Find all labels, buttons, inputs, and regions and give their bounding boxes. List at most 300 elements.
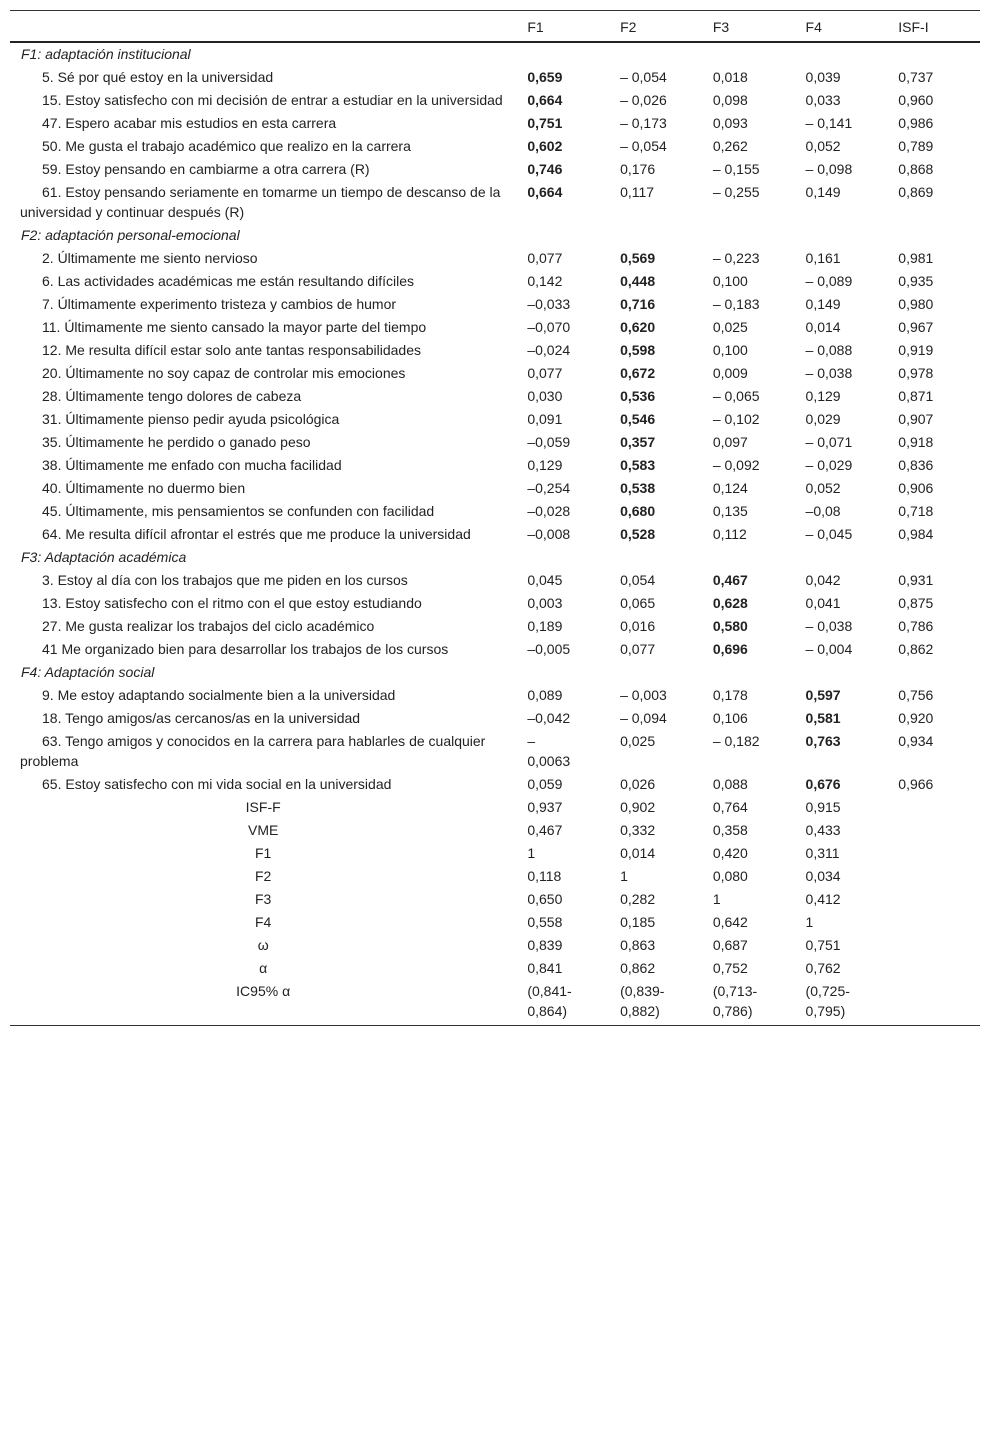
value-cell-isf-i xyxy=(887,592,980,615)
value-f4: 0,039 xyxy=(805,69,841,85)
item-row xyxy=(10,431,980,454)
value-f4: 0,041 xyxy=(805,595,841,611)
value-f3: 0,009 xyxy=(712,365,748,381)
item-label: 50. Me gusta el trabajo académico que realizo en la carrera xyxy=(42,138,411,154)
value-f1: 0,129 xyxy=(527,457,563,473)
value-cell-f1 xyxy=(516,316,609,339)
value-cell-f4 xyxy=(795,385,888,408)
value-f2: 0,185 xyxy=(620,914,656,930)
value-f3: – 0,155 xyxy=(712,161,760,177)
item-row xyxy=(10,615,980,638)
value-cell-f4 xyxy=(795,615,888,638)
row-label-cell xyxy=(10,362,516,385)
value-f2: 0,902 xyxy=(620,799,656,815)
value-cell-f1 xyxy=(516,592,609,615)
item-row xyxy=(10,181,980,224)
value-f1: 0,003 xyxy=(527,595,563,611)
value-f4: 0,412 xyxy=(805,891,841,907)
value-f2: 0,672 xyxy=(620,365,656,381)
value-f4: 0,676 xyxy=(805,776,841,792)
value-cell-isf-i xyxy=(887,316,980,339)
item-label: 13. Estoy satisfecho con el ritmo con el que estoy estudiando xyxy=(42,595,422,611)
row-label-cell xyxy=(10,796,516,819)
value-cell-f2 xyxy=(609,957,702,980)
value-f4: 0,161 xyxy=(805,250,841,266)
value-f2: 0,598 xyxy=(620,342,656,358)
value-cell-f2 xyxy=(609,362,702,385)
value-cell-f2 xyxy=(609,247,702,270)
value-f1: 0,142 xyxy=(527,273,563,289)
value-cell-f3 xyxy=(702,911,795,934)
statistic-row xyxy=(10,865,980,888)
value-cell-f3 xyxy=(702,89,795,112)
value-f1: 0,841 xyxy=(527,960,563,976)
value-cell-isf-i xyxy=(887,293,980,316)
row-label-cell xyxy=(10,638,516,661)
value-cell-f1 xyxy=(516,431,609,454)
value-cell-isf-i xyxy=(887,89,980,112)
value-cell-f3 xyxy=(702,842,795,865)
value-f1: 0,650 xyxy=(527,891,563,907)
row-label-cell xyxy=(10,66,516,89)
value-cell-f1 xyxy=(516,819,609,842)
value-f4: – 0,045 xyxy=(805,526,853,542)
value-f4: – 0,098 xyxy=(805,161,853,177)
value-cell-f4 xyxy=(795,135,888,158)
value-cell-f2 xyxy=(609,638,702,661)
value-cell-f4 xyxy=(795,339,888,362)
row-label-cell xyxy=(10,339,516,362)
value-f4: 0,033 xyxy=(805,92,841,108)
value-f1: 0,030 xyxy=(527,388,563,404)
value-cell-f2 xyxy=(609,888,702,911)
item-row xyxy=(10,773,980,796)
value-cell-f1 xyxy=(516,865,609,888)
row-label-cell xyxy=(10,316,516,339)
value-cell-f2 xyxy=(609,523,702,546)
value-cell-isf-i xyxy=(887,477,980,500)
value-isf-i: 0,718 xyxy=(898,503,934,519)
value-cell-f4 xyxy=(795,523,888,546)
value-cell-f3 xyxy=(702,980,795,1026)
value-cell-f2 xyxy=(609,135,702,158)
value-cell-isf-i xyxy=(887,454,980,477)
value-f2: 0,863 xyxy=(620,937,656,953)
value-cell-f2 xyxy=(609,408,702,431)
item-label: 5. Sé por qué estoy en la universidad xyxy=(42,69,274,85)
row-label-cell xyxy=(10,431,516,454)
item-row xyxy=(10,638,980,661)
statistic-row xyxy=(10,980,980,1026)
row-label-cell xyxy=(10,293,516,316)
item-label: 47. Espero acabar mis estudios en esta carrera xyxy=(42,115,337,131)
value-cell-f2 xyxy=(609,385,702,408)
value-f4: –0,08 xyxy=(805,503,841,519)
item-label: 27. Me gusta realizar los trabajos del ciclo académico xyxy=(42,618,375,634)
value-cell-f1 xyxy=(516,615,609,638)
row-label-cell xyxy=(10,957,516,980)
value-cell-f3 xyxy=(702,592,795,615)
statistic-label: α xyxy=(259,960,268,976)
value-f1: 0,077 xyxy=(527,250,563,266)
value-cell-f4 xyxy=(795,911,888,934)
value-cell-isf-i xyxy=(887,408,980,431)
value-cell-f2 xyxy=(609,773,702,796)
value-cell-f1 xyxy=(516,181,609,224)
statistic-row xyxy=(10,888,980,911)
value-cell-f1 xyxy=(516,730,609,773)
value-f1: –0,033 xyxy=(527,296,571,312)
value-cell-f3 xyxy=(702,408,795,431)
value-f1: – 0,0063 xyxy=(527,733,571,769)
value-cell-isf-i xyxy=(887,181,980,224)
row-label-cell xyxy=(10,247,516,270)
value-f3: 0,467 xyxy=(712,572,748,588)
value-isf-i: 0,966 xyxy=(898,776,934,792)
value-cell-f4 xyxy=(795,865,888,888)
row-label-cell xyxy=(10,385,516,408)
item-label: 41 Me organizado bien para desarrollar los trabajos de los cursos xyxy=(42,641,449,657)
value-cell-f4 xyxy=(795,181,888,224)
row-label-cell xyxy=(10,773,516,796)
section-row xyxy=(10,661,980,684)
item-label: 59. Estoy pensando en cambiarme a otra carrera (R) xyxy=(42,161,370,177)
value-f2: 1 xyxy=(620,868,628,884)
value-f3: 0,696 xyxy=(712,641,748,657)
value-cell-f2 xyxy=(609,477,702,500)
value-cell-f3 xyxy=(702,339,795,362)
value-cell-f2 xyxy=(609,339,702,362)
value-cell-f2 xyxy=(609,707,702,730)
table-body xyxy=(10,42,980,1026)
value-cell-f4 xyxy=(795,454,888,477)
value-cell-isf-i xyxy=(887,957,980,980)
value-cell-f2 xyxy=(609,181,702,224)
item-label: 45. Últimamente, mis pensamientos se confunden con facilidad xyxy=(42,503,435,519)
row-label-cell xyxy=(10,500,516,523)
row-label-cell xyxy=(10,684,516,707)
value-cell-isf-i xyxy=(887,911,980,934)
value-f2: – 0,094 xyxy=(620,710,667,726)
value-isf-i: 0,984 xyxy=(898,526,934,542)
value-cell-f4 xyxy=(795,638,888,661)
row-label-cell xyxy=(10,707,516,730)
value-f2: – 0,173 xyxy=(620,115,667,131)
value-cell-f3 xyxy=(702,638,795,661)
value-isf-i: 0,919 xyxy=(898,342,934,358)
value-cell-isf-i xyxy=(887,865,980,888)
value-cell-isf-i xyxy=(887,684,980,707)
value-cell-isf-i xyxy=(887,339,980,362)
value-isf-i: 0,868 xyxy=(898,161,934,177)
item-row xyxy=(10,66,980,89)
value-f1: 0,746 xyxy=(527,161,563,177)
value-f2: 0,583 xyxy=(620,457,656,473)
value-f4: 0,149 xyxy=(805,296,841,312)
value-f3: 0,097 xyxy=(712,434,748,450)
item-row xyxy=(10,477,980,500)
row-label-cell xyxy=(10,454,516,477)
value-cell-isf-i xyxy=(887,112,980,135)
value-f1: –0,070 xyxy=(527,319,571,335)
value-cell-f3 xyxy=(702,362,795,385)
value-cell-isf-i xyxy=(887,569,980,592)
value-f2: 0,569 xyxy=(620,250,656,266)
statistic-label: ISF-F xyxy=(245,799,281,815)
value-f1: 0,558 xyxy=(527,914,563,930)
value-f4: – 0,038 xyxy=(805,618,853,634)
value-f4: 0,052 xyxy=(805,138,841,154)
value-isf-i: 0,935 xyxy=(898,273,934,289)
value-f2: 0,680 xyxy=(620,503,656,519)
value-cell-f4 xyxy=(795,500,888,523)
value-cell-isf-i xyxy=(887,362,980,385)
value-cell-f3 xyxy=(702,135,795,158)
row-label-cell xyxy=(10,615,516,638)
statistic-label: F3 xyxy=(255,891,272,907)
value-cell-f2 xyxy=(609,730,702,773)
value-cell-isf-i xyxy=(887,247,980,270)
section-title: F3: Adaptación académica xyxy=(21,549,187,565)
value-cell-f4 xyxy=(795,247,888,270)
value-f2: 0,448 xyxy=(620,273,656,289)
value-f4: 0,014 xyxy=(805,319,841,335)
value-cell-f4 xyxy=(795,592,888,615)
value-cell-f1 xyxy=(516,569,609,592)
item-label: 11. Últimamente me siento cansado la mayor parte del tiempo xyxy=(42,319,427,335)
value-f2: 0,716 xyxy=(620,296,656,312)
row-label-cell xyxy=(10,730,516,773)
item-row xyxy=(10,247,980,270)
value-f1: –0,005 xyxy=(527,641,571,657)
value-f3: (0,713-0,786) xyxy=(712,983,758,1019)
value-cell-f2 xyxy=(609,500,702,523)
value-cell-f3 xyxy=(702,865,795,888)
item-row xyxy=(10,316,980,339)
value-cell-f2 xyxy=(609,66,702,89)
value-cell-f4 xyxy=(795,888,888,911)
value-cell-f4 xyxy=(795,293,888,316)
value-isf-i: 0,931 xyxy=(898,572,934,588)
row-label-cell xyxy=(10,888,516,911)
value-f3: 0,124 xyxy=(712,480,748,496)
value-cell-f1 xyxy=(516,385,609,408)
item-label: 35. Últimamente he perdido o ganado peso xyxy=(42,434,311,450)
row-label-cell xyxy=(10,270,516,293)
value-isf-i: 0,986 xyxy=(898,115,934,131)
value-cell-f1 xyxy=(516,980,609,1026)
value-cell-f2 xyxy=(609,911,702,934)
statistic-label: F4 xyxy=(255,914,272,930)
header-f1: F1 xyxy=(516,11,609,43)
value-f3: – 0,182 xyxy=(712,733,760,749)
value-cell-f3 xyxy=(702,270,795,293)
value-f1: 0,118 xyxy=(527,868,562,884)
value-f1: 0,659 xyxy=(527,69,563,85)
value-f1: 0,089 xyxy=(527,687,563,703)
factor-loadings-table xyxy=(10,10,980,1026)
header-f2: F2 xyxy=(609,11,702,43)
value-f4: 0,052 xyxy=(805,480,841,496)
row-label-cell xyxy=(10,477,516,500)
item-row xyxy=(10,362,980,385)
row-label-cell xyxy=(10,865,516,888)
value-cell-f3 xyxy=(702,158,795,181)
value-cell-f3 xyxy=(702,181,795,224)
statistic-label: IC95% α xyxy=(236,983,291,999)
value-cell-f2 xyxy=(609,684,702,707)
row-label-cell xyxy=(10,523,516,546)
value-cell-f1 xyxy=(516,135,609,158)
row-label-cell xyxy=(10,408,516,431)
value-cell-f2 xyxy=(609,316,702,339)
value-cell-f2 xyxy=(609,592,702,615)
value-f4: 0,433 xyxy=(805,822,841,838)
value-cell-f4 xyxy=(795,362,888,385)
value-f2: 0,077 xyxy=(620,641,656,657)
item-label: 6. Las actividades académicas me están resultando difíciles xyxy=(42,273,414,289)
row-label-cell xyxy=(10,842,516,865)
value-f1: (0,841-0,864) xyxy=(527,983,572,1019)
value-f1: 0,045 xyxy=(527,572,563,588)
value-cell-f2 xyxy=(609,934,702,957)
value-isf-i: 0,978 xyxy=(898,365,934,381)
value-f2: 0,620 xyxy=(620,319,656,335)
item-label: 20. Últimamente no soy capaz de controlar mis emociones xyxy=(42,365,406,381)
value-isf-i: 0,875 xyxy=(898,595,934,611)
value-cell-f1 xyxy=(516,500,609,523)
value-f2: – 0,003 xyxy=(620,687,667,703)
value-f1: –0,254 xyxy=(527,480,571,496)
section-row xyxy=(10,546,980,569)
value-f2: 0,054 xyxy=(620,572,656,588)
value-f2: 0,014 xyxy=(620,845,656,861)
value-f4: 0,311 xyxy=(805,845,840,861)
value-f4: 0,751 xyxy=(805,937,841,953)
value-cell-f4 xyxy=(795,89,888,112)
value-f3: – 0,065 xyxy=(712,388,760,404)
value-f1: 0,937 xyxy=(527,799,563,815)
item-row xyxy=(10,730,980,773)
item-row xyxy=(10,270,980,293)
value-cell-isf-i xyxy=(887,615,980,638)
item-label: 31. Últimamente pienso pedir ayuda psicológica xyxy=(42,411,340,427)
value-f1: 0,467 xyxy=(527,822,563,838)
value-cell-f4 xyxy=(795,270,888,293)
item-label: 2. Últimamente me siento nervioso xyxy=(42,250,258,266)
value-f4: – 0,029 xyxy=(805,457,853,473)
item-row xyxy=(10,454,980,477)
value-f2: – 0,054 xyxy=(620,69,667,85)
value-cell-f2 xyxy=(609,158,702,181)
item-row xyxy=(10,408,980,431)
value-isf-i: 0,737 xyxy=(898,69,934,85)
value-cell-f1 xyxy=(516,454,609,477)
item-row xyxy=(10,707,980,730)
value-cell-f1 xyxy=(516,888,609,911)
value-f4: 0,129 xyxy=(805,388,841,404)
value-cell-f4 xyxy=(795,316,888,339)
row-label-cell xyxy=(10,569,516,592)
value-cell-f3 xyxy=(702,796,795,819)
value-cell-isf-i xyxy=(887,730,980,773)
value-f3: – 0,102 xyxy=(712,411,760,427)
value-cell-isf-i xyxy=(887,842,980,865)
value-cell-f3 xyxy=(702,112,795,135)
row-label-cell xyxy=(10,89,516,112)
value-f3: – 0,255 xyxy=(712,184,760,200)
row-label-cell xyxy=(10,112,516,135)
value-cell-f4 xyxy=(795,730,888,773)
value-f1: –0,059 xyxy=(527,434,571,450)
value-cell-f4 xyxy=(795,773,888,796)
value-cell-f2 xyxy=(609,819,702,842)
header-row xyxy=(10,11,980,43)
value-f4: 0,149 xyxy=(805,184,841,200)
value-cell-f1 xyxy=(516,773,609,796)
item-label: 28. Últimamente tengo dolores de cabeza xyxy=(42,388,302,404)
value-cell-f3 xyxy=(702,684,795,707)
row-label-cell xyxy=(10,980,516,1026)
section-row xyxy=(10,42,980,66)
value-f3: 0,106 xyxy=(712,710,748,726)
value-cell-f1 xyxy=(516,957,609,980)
section-title: F4: Adaptación social xyxy=(21,664,155,680)
value-cell-f4 xyxy=(795,957,888,980)
value-cell-f1 xyxy=(516,408,609,431)
statistic-row xyxy=(10,957,980,980)
value-cell-f4 xyxy=(795,980,888,1026)
value-f2: 0,536 xyxy=(620,388,656,404)
value-f2: 0,117 xyxy=(620,184,655,200)
statistic-row xyxy=(10,934,980,957)
item-label: 9. Me estoy adaptando socialmente bien a la universidad xyxy=(42,687,396,703)
value-cell-f4 xyxy=(795,819,888,842)
row-label-cell xyxy=(10,158,516,181)
value-f4: 1 xyxy=(805,914,814,930)
value-f4: 0,597 xyxy=(805,687,841,703)
header-isf-i: ISF-I xyxy=(887,11,980,43)
value-cell-f3 xyxy=(702,615,795,638)
value-f4: – 0,071 xyxy=(805,434,853,450)
row-label-cell xyxy=(10,819,516,842)
value-cell-f1 xyxy=(516,247,609,270)
value-f4: 0,762 xyxy=(805,960,841,976)
value-cell-f4 xyxy=(795,66,888,89)
value-f3: 0,100 xyxy=(712,342,748,358)
item-label: 15. Estoy satisfecho con mi decisión de entrar a estudiar en la universidad xyxy=(42,92,503,108)
value-f1: 0,751 xyxy=(527,115,563,131)
value-cell-f1 xyxy=(516,911,609,934)
value-cell-f1 xyxy=(516,66,609,89)
value-f1: 0,077 xyxy=(527,365,563,381)
value-cell-f2 xyxy=(609,431,702,454)
value-cell-isf-i xyxy=(887,431,980,454)
item-label: 40. Últimamente no duermo bien xyxy=(42,480,246,496)
value-f4: 0,029 xyxy=(805,411,841,427)
row-label-cell xyxy=(10,592,516,615)
value-cell-f3 xyxy=(702,730,795,773)
item-label: 18. Tengo amigos/as cercanos/as en la universidad xyxy=(42,710,361,726)
value-cell-f4 xyxy=(795,112,888,135)
section-title: F2: adaptación personal-emocional xyxy=(21,227,240,243)
item-row xyxy=(10,684,980,707)
value-f3: 0,420 xyxy=(712,845,748,861)
value-cell-f3 xyxy=(702,819,795,842)
value-cell-f4 xyxy=(795,158,888,181)
value-cell-isf-i xyxy=(887,385,980,408)
value-cell-f3 xyxy=(702,66,795,89)
